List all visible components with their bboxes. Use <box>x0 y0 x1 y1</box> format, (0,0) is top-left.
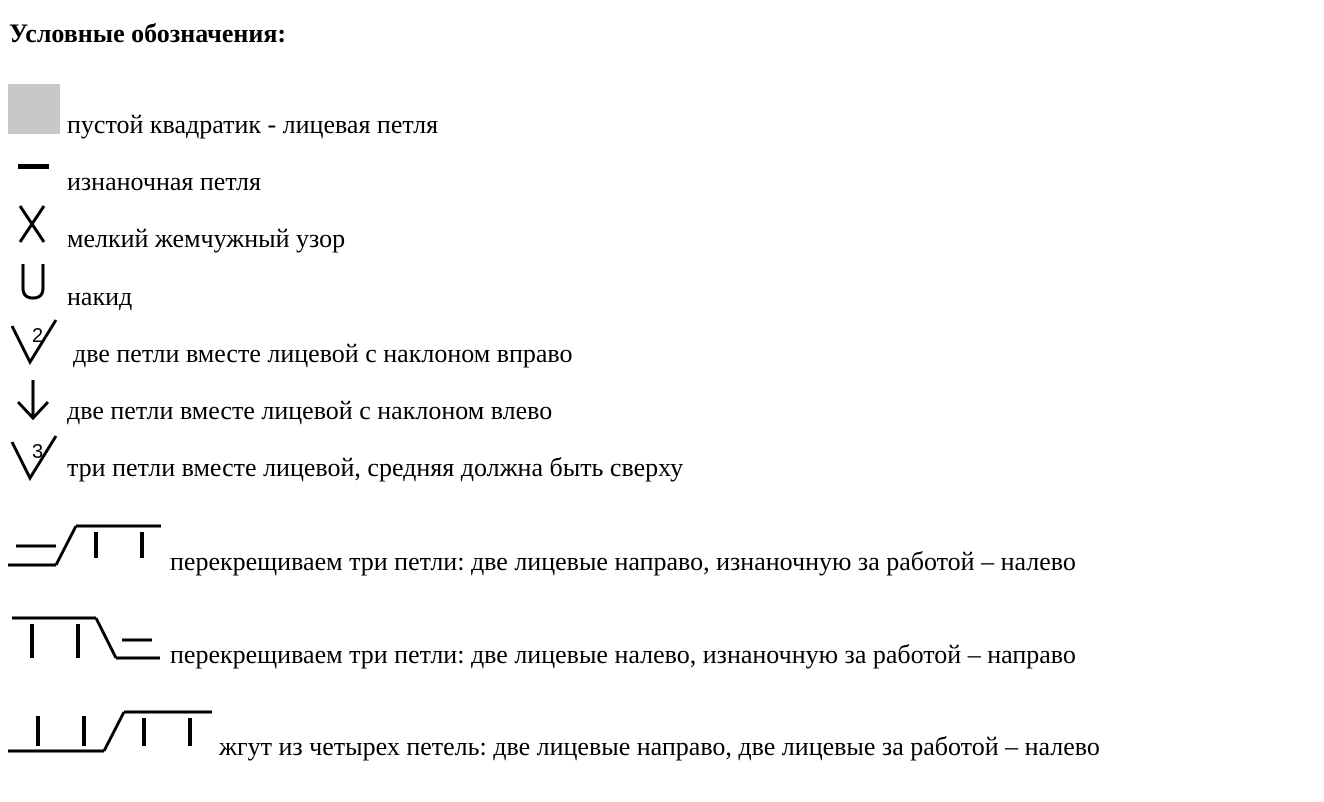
cable-four-icon <box>8 706 214 756</box>
legend-item-label: накид <box>67 282 133 311</box>
cross-three-left-icon <box>10 614 162 664</box>
legend-item-label: жгут из четырех петель: две лицевые направо, две лицевые за работой – налево <box>219 732 1100 761</box>
legend-item-label: изнаночная петля <box>67 167 261 196</box>
k2tog-digit: 2 <box>32 325 44 347</box>
k2tog-left-arrow-icon <box>14 378 52 422</box>
legend-item-label: пустой квадратик - лицевая петля <box>67 110 439 139</box>
legend-item-label: две петли вместе лицевой с наклоном влево <box>67 396 553 425</box>
k2tog-right-icon <box>8 318 60 366</box>
k3tog-icon <box>8 432 60 482</box>
legend-item-label: перекрещиваем три петли: две лицевые налево, изнаночную за работой – направо <box>170 640 1076 669</box>
legend-item-label: две петли вместе лицевой с наклоном вправо <box>73 339 573 368</box>
k3tog-digit: 3 <box>32 441 44 463</box>
legend-item-label: перекрещиваем три петли: две лицевые направо, изнаночную за работой – налево <box>170 547 1076 576</box>
seed-stitch-x-icon <box>14 204 50 246</box>
legend-title: Условные обозначения: <box>9 19 287 48</box>
purl-dash-icon <box>16 160 52 174</box>
legend-item-label: три петли вместе лицевой, средняя должна быть сверху <box>67 453 684 482</box>
legend-item-label: мелкий жемчужный узор <box>67 224 346 253</box>
knit-square-icon <box>8 84 60 134</box>
cross-three-right-icon <box>8 522 164 572</box>
yarn-over-u-icon <box>16 262 52 304</box>
